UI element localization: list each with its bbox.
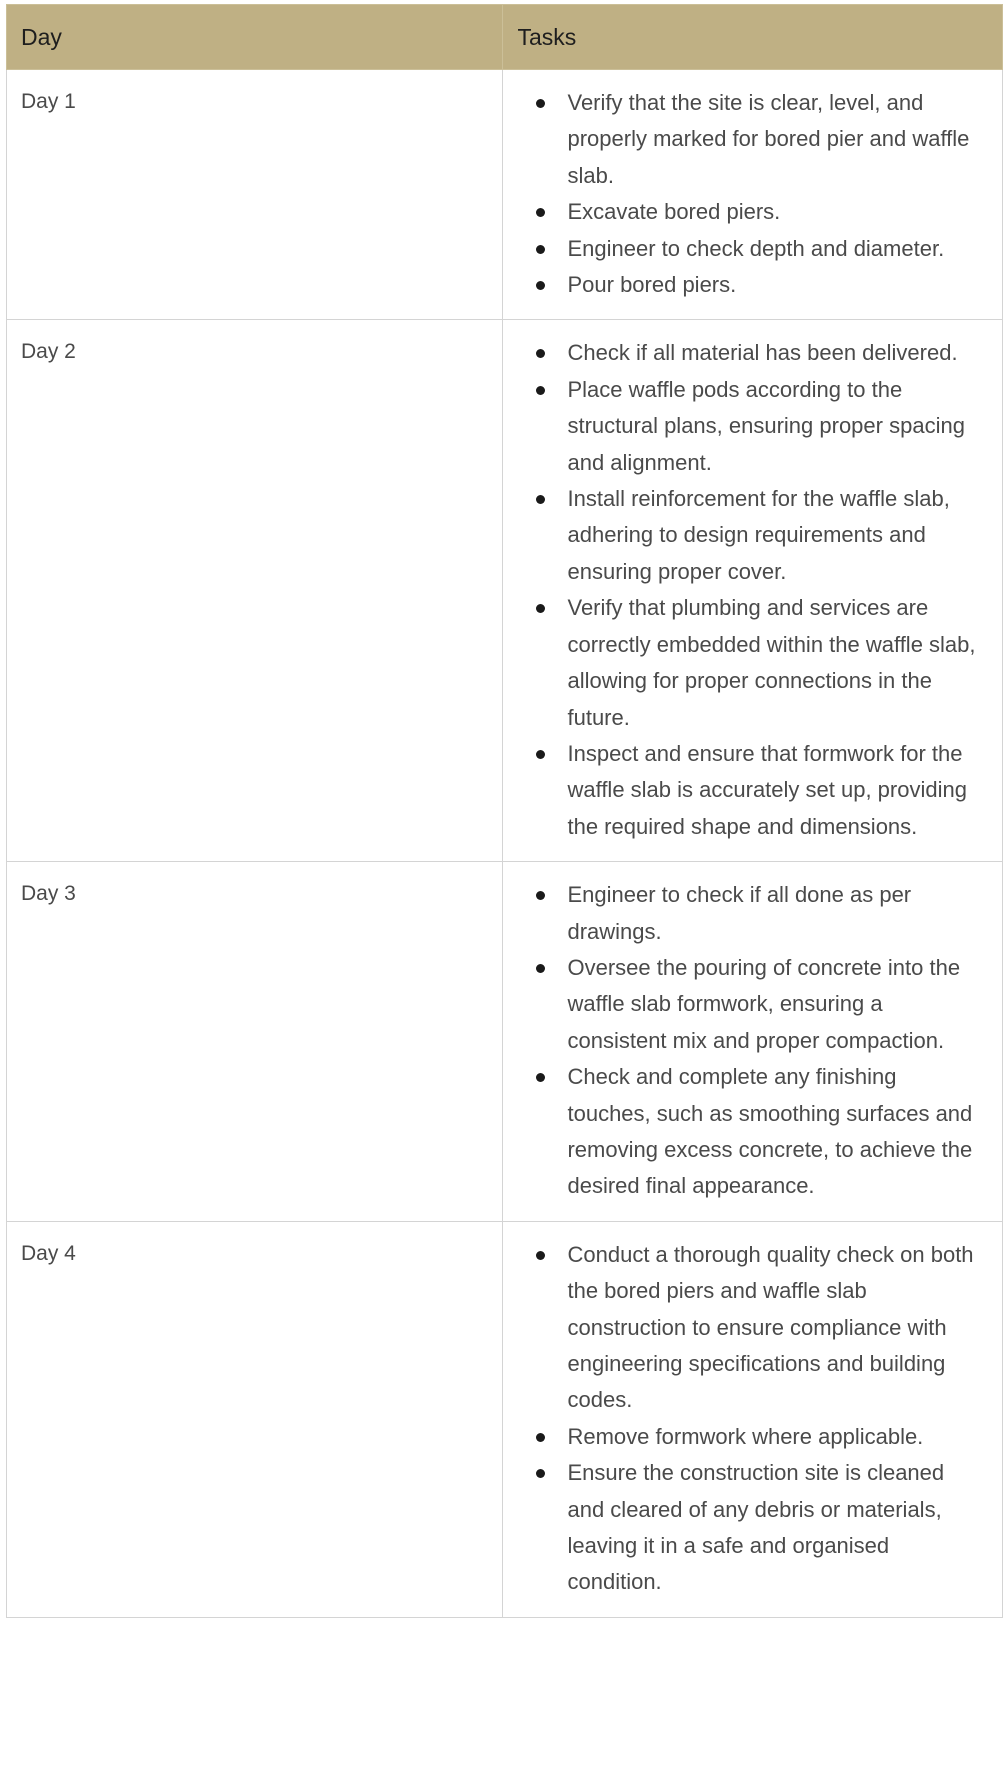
bullet-icon xyxy=(536,99,545,108)
task-text: Place waffle pods according to the structural plans, ensuring proper spacing and alignment. xyxy=(567,376,965,475)
task-list xyxy=(503,85,980,303)
bullet-icon xyxy=(536,1433,545,1442)
day-column-header: Day xyxy=(7,5,503,70)
task-text: Verify that the site is clear, level, and properly marked for bored pier and waffle slab. xyxy=(567,90,970,188)
table-row xyxy=(7,320,1003,862)
tasks-cell xyxy=(503,70,1003,320)
table-row xyxy=(7,70,1003,320)
task-item xyxy=(503,481,980,590)
task-item xyxy=(503,736,980,845)
tasks-column-header: Tasks xyxy=(503,5,1003,70)
table-row xyxy=(7,1221,1003,1617)
task-item xyxy=(503,194,980,230)
task-item xyxy=(503,372,980,481)
task-text: Engineer to check if all done as per drawings. xyxy=(567,882,912,944)
task-item xyxy=(503,1419,980,1455)
task-item xyxy=(503,590,980,736)
day-cell: Day 4 xyxy=(7,1221,503,1617)
task-item xyxy=(503,335,980,371)
bullet-icon xyxy=(536,386,545,395)
bullet-icon xyxy=(536,1073,545,1082)
task-text: Check and complete any finishing touches, such as smoothing surfaces and removing excess concrete, to achieve the desired final appearance. xyxy=(567,1064,973,1199)
task-item xyxy=(503,85,980,194)
task-text: Inspect and ensure that formwork for the waffle slab is accurately set up, providing the required shape and dimensions. xyxy=(567,740,967,839)
tasks-cell xyxy=(503,320,1003,862)
day-cell: Day 2 xyxy=(7,320,503,862)
task-text: Ensure the construction site is cleaned and cleared of any debris or materials, leaving it in a safe and organised condition. xyxy=(567,1460,945,1595)
bullet-icon xyxy=(536,604,545,613)
task-text: Pour bored piers. xyxy=(567,272,737,298)
table-header xyxy=(7,5,1003,70)
task-list xyxy=(503,335,980,845)
task-item xyxy=(503,1059,980,1205)
bullet-icon xyxy=(536,964,545,973)
bullet-icon xyxy=(536,750,545,759)
bullet-icon xyxy=(536,1251,545,1260)
bullet-icon xyxy=(536,891,545,900)
task-text: Engineer to check depth and diameter. xyxy=(567,235,945,261)
tasks-cell xyxy=(503,1221,1003,1617)
task-text: Oversee the pouring of concrete into the waffle slab formwork, ensuring a consistent mix and proper compaction. xyxy=(567,954,961,1053)
bullet-icon xyxy=(536,281,545,290)
tasks-cell xyxy=(503,862,1003,1222)
task-item xyxy=(503,231,980,267)
table-row xyxy=(7,862,1003,1222)
construction-schedule-table xyxy=(6,4,1003,1618)
task-text: Verify that plumbing and services are correctly embedded within the waffle slab, allowing for proper connections in the future. xyxy=(567,595,976,730)
task-item xyxy=(503,950,980,1059)
bullet-icon xyxy=(536,245,545,254)
task-item xyxy=(503,877,980,950)
bullet-icon xyxy=(536,495,545,504)
task-text: Check if all material has been delivered. xyxy=(567,340,958,366)
task-list xyxy=(503,1237,980,1601)
task-item xyxy=(503,1455,980,1601)
task-text: Install reinforcement for the waffle slab, adhering to design requirements and ensuring proper cover. xyxy=(567,486,950,584)
task-item xyxy=(503,1237,980,1419)
task-list xyxy=(503,877,980,1205)
bullet-icon xyxy=(536,208,545,217)
day-cell: Day 1 xyxy=(7,70,503,320)
header-row xyxy=(7,5,1003,70)
day-cell: Day 3 xyxy=(7,862,503,1222)
task-item xyxy=(503,267,980,303)
task-text: Excavate bored piers. xyxy=(567,199,781,225)
bullet-icon xyxy=(536,349,545,358)
task-text: Conduct a thorough quality check on both the bored piers and waffle slab construction to ensure compliance with engineering specifications and building codes. xyxy=(567,1241,974,1413)
task-text: Remove formwork where applicable. xyxy=(567,1423,924,1449)
bullet-icon xyxy=(536,1469,545,1478)
table-body xyxy=(7,70,1003,1618)
